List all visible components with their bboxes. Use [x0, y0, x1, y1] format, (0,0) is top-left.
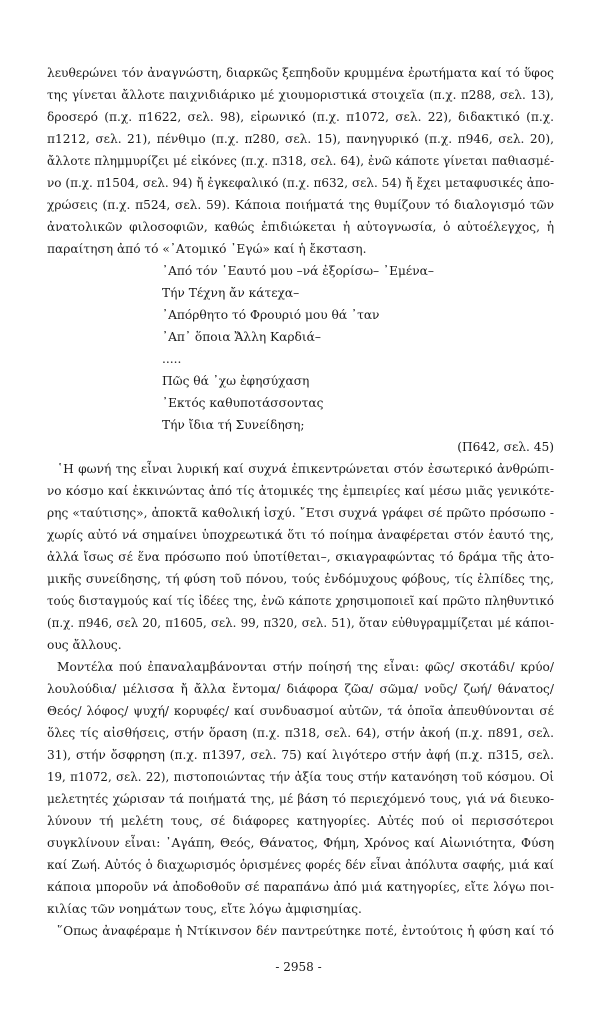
poem-ellipsis: .....	[162, 352, 182, 366]
text-line: καί Ζωή. Αὐτός ὁ διαχωρισμός ὁρισμένες φορές δέν εἶναι ἀπόλυτα σαφής, μιά καί	[47, 858, 554, 872]
poem-line: ᾿Από τόν ῾Εαυτό μου –νά ἐξορίσω– ᾿Εμένα–	[162, 264, 434, 278]
text-line: ὅλες τίς αἰσθήσεις, στήν ὅραση (π.χ. π318, σελ. 64), στήν ἀκοή (π.χ. π891, σελ.	[47, 726, 554, 740]
text-line: τούς δισταγμούς καί τίς ἰδέες της, ἐνῶ κάποτε χρησιμοποιεῖ καί πρῶτο πληθυντικό	[47, 594, 554, 608]
text-line: (π.χ. π946, σελ 20, π1605, σελ. 99, π320, σελ. 51), ὅταν εὐθυγραμμίζεται μέ κάποι-	[47, 616, 554, 630]
text-line: της γίνεται ἄλλοτε παιχνιδιάρικο μέ χιουμοριστικά στοιχεῖα (π.χ. π288, σελ. 13),	[47, 88, 554, 102]
page-number: - 2958 -	[275, 960, 322, 974]
text-line: ἀλλά ἴσως σέ ἕνα πρόσωπο πού ὑποτίθεται–, σκιαγραφώντας τό δράμα τῆς ἀτο-	[47, 550, 554, 564]
text-line: χωρίς αὐτό νά σημαίνει ὑποχρεωτικά ὅτι τό ποίημα ἀναφέρεται στόν ἑαυτό της,	[47, 528, 554, 542]
poem-line: ᾿Απ᾿ ὅποια Ἄλλη Καρδιά–	[162, 330, 321, 344]
text-line: π1212, σελ. 21), πένθιμο (π.χ. π280, σελ. 15), πανηγυρικό (π.χ. π946, σελ. 20),	[47, 132, 554, 146]
text-line: νο (π.χ. π1504, σελ. 94) ἤ ἐγκεφαλικό (π.χ. π632, σελ. 54) ἤ ἔχει μεταφυσικές ἀπο-	[47, 176, 554, 190]
text-line: Θεός/ λόφος/ ψυχή/ κορυφές/ καί συνδυασμοί αὐτῶν, τά ὁποῖα ἀπευθύνονται σέ	[47, 704, 554, 718]
text-line: παραίτηση ἀπό τό «᾿Ατομικό ᾿Εγώ» καί ἡ ἔκσταση.	[47, 242, 367, 256]
poem-line: Τήν Τέχνη ἄν κάτεχα–	[162, 286, 300, 300]
text-line: 19, π1072, σελ. 22), πιστοποιώντας τήν ἀξία τους στήν κατανόηση τοῦ κόσμου. Οἱ	[47, 770, 554, 784]
text-line: μικῆς συνείδησης, τή φύση τοῦ πόνου, τούς ἐνδόμυχους φόβους, τίς ἐλπίδες της,	[47, 572, 554, 586]
text-line: ῞Οπως ἀναφέραμε ἡ Ντίκινσον δέν παντρεύτηκε ποτέ, ἐντούτοις ἡ φύση καί τό	[57, 924, 554, 938]
text-line: λουλούδια/ μέλισσα ἤ ἄλλα ἔντομα/ διάφορα ζῶα/ σῶμα/ νοῦς/ ζωή/ θάνατος/	[47, 682, 554, 696]
poem-line: ᾿Εκτός καθυποτάσσοντας	[162, 396, 324, 410]
poem-line: Τήν ἴδια τή Συνείδηση;	[162, 418, 305, 432]
text-line: κιλίας τῶν νοημάτων τους, εἴτε λόγω ἀμφισημίας.	[47, 902, 362, 916]
text-line: ρης «ταύτισης», ἀποκτᾶ καθολική ἰσχύ. ῎Ετσι συχνά γράφει σέ πρῶτο πρόσωπο -	[47, 506, 554, 520]
poem-line: Πῶς θά ᾿χω ἐφησύχαση	[162, 374, 310, 388]
text-line: συγκλίνουν εἶναι: ᾿Αγάπη, Θεός, Θάνατος, Φήμη, Χρόνος καί Αἰωνιότητα, Φύση	[47, 836, 554, 850]
poem-reference: (Π642, σελ. 45)	[457, 440, 554, 454]
text-line: ἀνατολικῶν φιλοσοφιῶν, καθώς ἐπιδιώκεται ἡ αὐτογνωσία, ὁ αὐτοέλεγχος, ἡ	[47, 220, 554, 234]
text-line: ους ἄλλους.	[47, 638, 122, 652]
text-line: 31), στήν ὄσφρηση (π.χ. π1397, σελ. 75) καί λιγότερο στήν ἀφή (π.χ. π315, σελ.	[47, 748, 554, 762]
text-line: λευθερώνει τόν ἀναγνώστη, διαρκῶς ξεπηδοῦν κρυμμένα ἐρωτήματα καί τό ὕφος	[47, 66, 554, 80]
text-line: λύνουν τή μελέτη τους, σέ διάφορες κατηγορίες. Αὐτές πού οἱ περισσότεροι	[47, 814, 554, 828]
text-line: χρώσεις (π.χ. π524, σελ. 59). Κάποια ποιήματά της θυμίζουν τό διαλογισμό τῶν	[47, 198, 554, 212]
text-line: Μοντέλα πού ἐπαναλαμβάνονται στήν ποίησή της εἶναι: φῶς/ σκοτάδι/ κρύο/	[57, 660, 554, 674]
text-line: ῾Η φωνή της εἶναι λυρική καί συχνά ἐπικεντρώνεται στόν ἐσωτερικό ἀνθρώπι-	[57, 462, 554, 476]
text-line: κάποια μποροῦν νά ἀποδοθοῦν σέ παραπάνω ἀπό μιά κατηγορίες, εἴτε λόγω ποι-	[47, 880, 554, 894]
text-line: νο κόσμο καί ἐκκινώντας ἀπό τίς ἀτομικές της ἐμπειρίες καί μέσω μιᾶς γενικότε-	[47, 484, 554, 498]
text-line: ἄλλοτε πλημμυρίζει μέ εἰκόνες (π.χ. π318, σελ. 64), ἐνῶ κάποτε γίνεται παθιασμέ-	[47, 154, 554, 168]
poem-line: ᾿Απόρθητο τό Φρουριό μου θά ᾿ταν	[162, 308, 380, 322]
text-line: μελετητές χώρισαν τά ποιήματά της, μέ βάση τό περιεχόμενό τους, γιά νά διευκο-	[47, 792, 554, 806]
text-line: δροσερό (π.χ. π1622, σελ. 98), εἰρωνικό (π.χ. π1072, σελ. 22), διδακτικό (π.χ.	[47, 110, 554, 124]
